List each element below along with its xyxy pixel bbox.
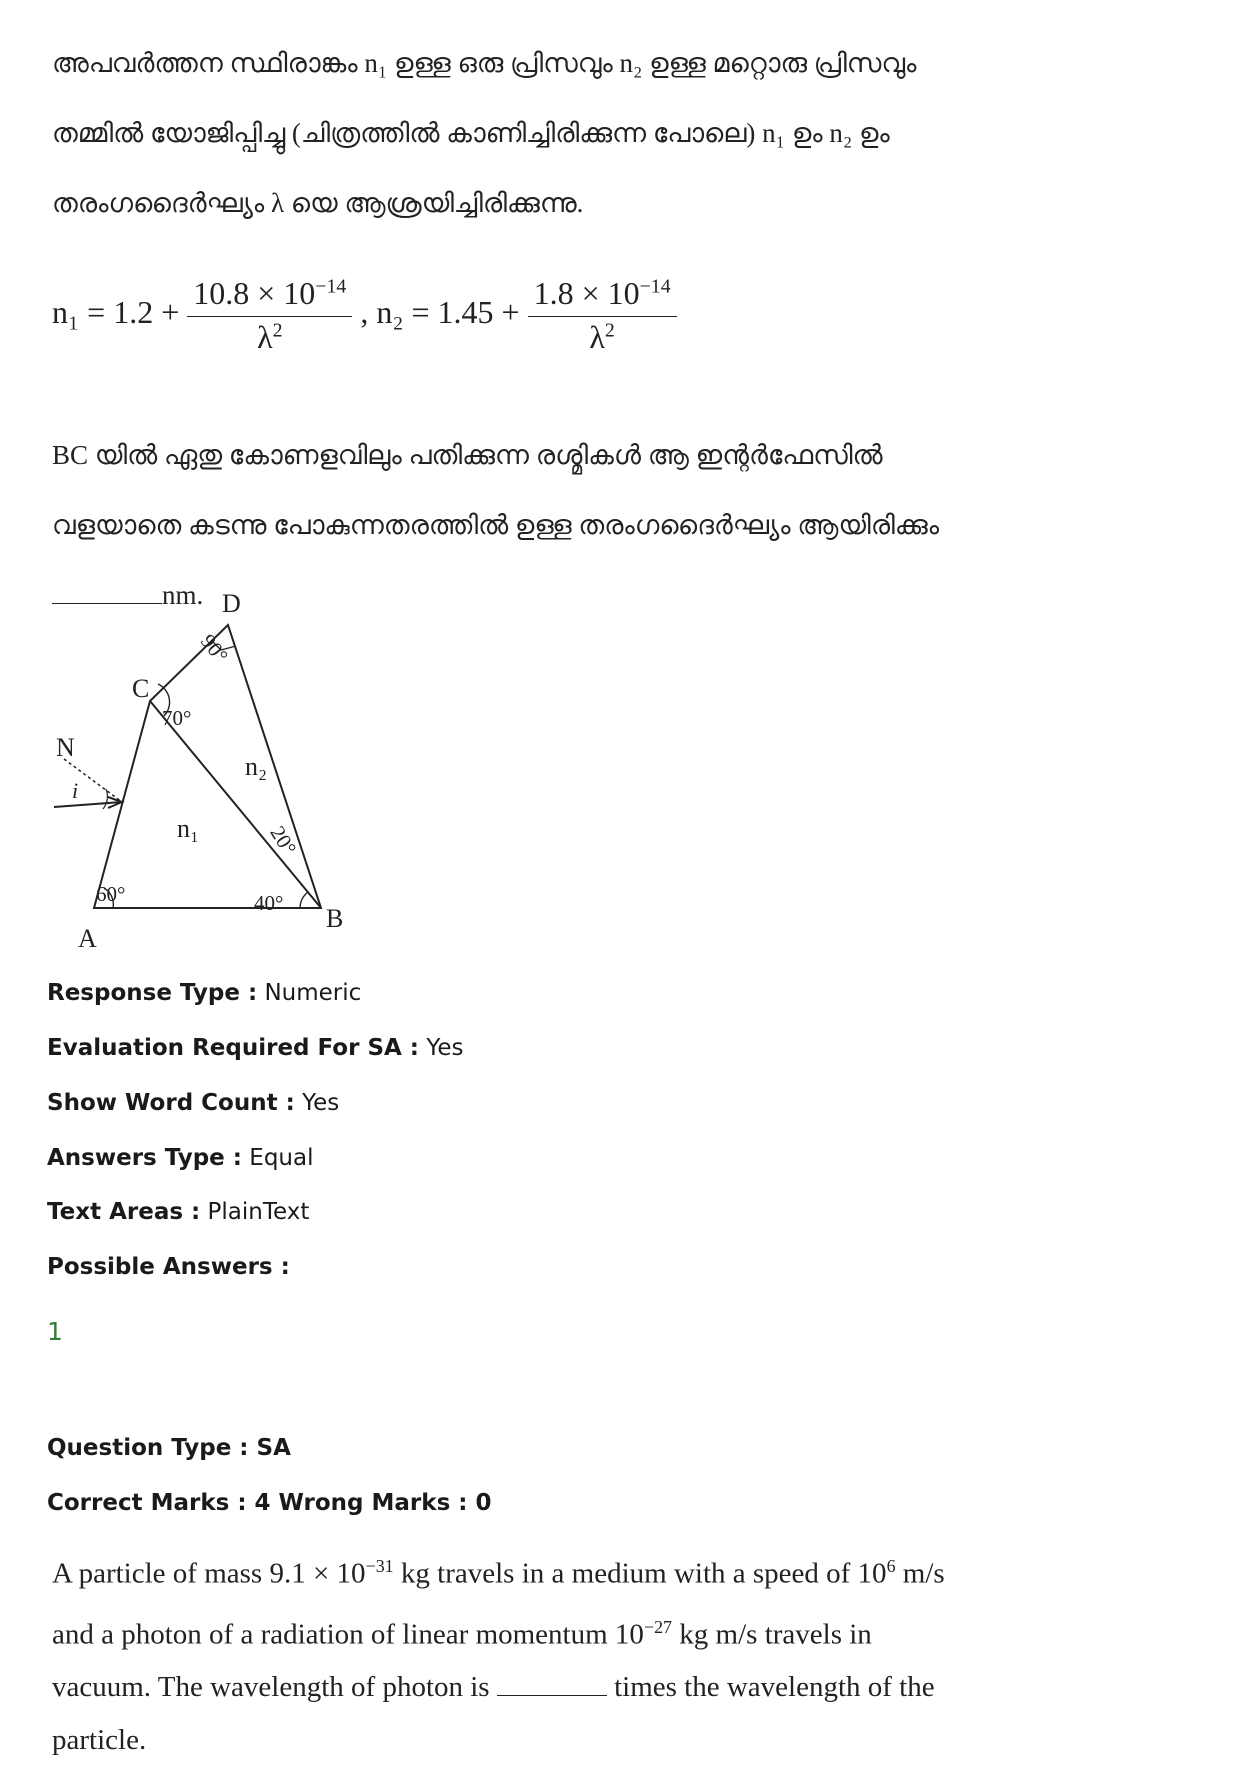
show-word-count-line: Show Word Count : Yes: [47, 1090, 340, 1116]
angle-label-bd: 20°: [265, 821, 302, 860]
incidence-angle-label: i: [72, 778, 79, 803]
n2-exponent: −14: [639, 275, 671, 298]
unit-label: nm.: [162, 580, 204, 610]
n2-fraction: [528, 275, 677, 356]
vertex-label-c: C: [132, 674, 150, 703]
n1-lhs: n₁ = 1.2 +: [52, 293, 180, 330]
angle-label-d: 90°: [195, 629, 233, 668]
question-text-paragraph-2: BC യിൽ ഏതു കോണളവിലും പതിക്കുന്ന രശ്മികൾ ആ ഇന്റർഫേസിൽ വളയാതെ കടന്നു പോകുന്നതരത്തിൽ ഉള്ള തരംഗദൈർഘ്യം ആയിരിക്കും nm.: [52, 440, 940, 610]
text-areas-line: Text Areas : PlainText: [47, 1199, 310, 1225]
n1-exponent: −14: [315, 275, 347, 298]
marks-line: Correct Marks : 4 Wrong Marks : 0: [47, 1490, 492, 1516]
question-2-text: A particle of mass $9.1 \times 10^{-31}$ kg travels in a medium with a speed of $10^6$ m/s and a photon of a radiation of linear momentum $10^{-27}$ kg m/s travels in vacuum. The wavelength of photon is times the wavelength of the particle.: [52, 1556, 945, 1757]
n1-denominator: λ: [257, 319, 273, 355]
n2-den-exponent: 2: [604, 319, 615, 342]
medium-label-n2: n₂: [245, 752, 268, 781]
angle-arc-i: [103, 789, 107, 809]
n2-numerator: 1.8 × 10: [533, 275, 640, 311]
formula-separator: ,: [360, 293, 369, 330]
possible-answers-line: Possible Answers :: [47, 1254, 290, 1280]
vertex-label-d: D: [222, 589, 241, 618]
possible-answer-value: 1: [47, 1317, 63, 1346]
n2-denominator: λ: [589, 319, 605, 355]
medium-label-n1: n₁: [177, 814, 200, 843]
refractive-index-formula: [52, 275, 677, 356]
answers-type-line: Answers Type : Equal: [47, 1145, 314, 1171]
normal-label-n: N: [56, 733, 75, 762]
angle-label-b: 40°: [254, 891, 284, 915]
n1-numerator: 10.8 × 10: [193, 275, 316, 311]
question-text-paragraph-1: അപവർത്തന സ്ഥിരാങ്കം n₁ ഉള്ള ഒരു പ്രിസവും n₂ ഉള്ള മറ്റൊരു പ്രിസവും തമ്മിൽ യോജിപ്പിച്ചു (ചിത്രത്തിൽ കാണിച്ചിരിക്കുന്ന പോലെ) n₁ ഉം n₂ ഉം തരംഗദൈർഘ്യം λ യെ ആശ്രയിച്ചിരിക്കുന്നു.: [52, 48, 917, 218]
prism-diagram: [40, 575, 360, 965]
n1-den-exponent: 2: [272, 319, 283, 342]
vertex-label-b: B: [326, 904, 344, 933]
angle-arc-b: [300, 892, 308, 908]
evaluation-required-line: Evaluation Required For SA : Yes: [47, 1035, 464, 1061]
n1-fraction: [187, 275, 352, 356]
interface-bc: [150, 701, 321, 908]
response-type-line: Response Type : Numeric: [47, 980, 362, 1006]
angle-label-c: 70°: [162, 706, 192, 730]
angle-label-a: 60°: [96, 882, 126, 906]
vertex-label-a: A: [78, 924, 97, 953]
q2-answer-blank: [497, 1673, 607, 1696]
n2-lhs: n₂ = 1.45 +: [376, 293, 520, 330]
question-type-line: Question Type : SA: [47, 1435, 291, 1461]
